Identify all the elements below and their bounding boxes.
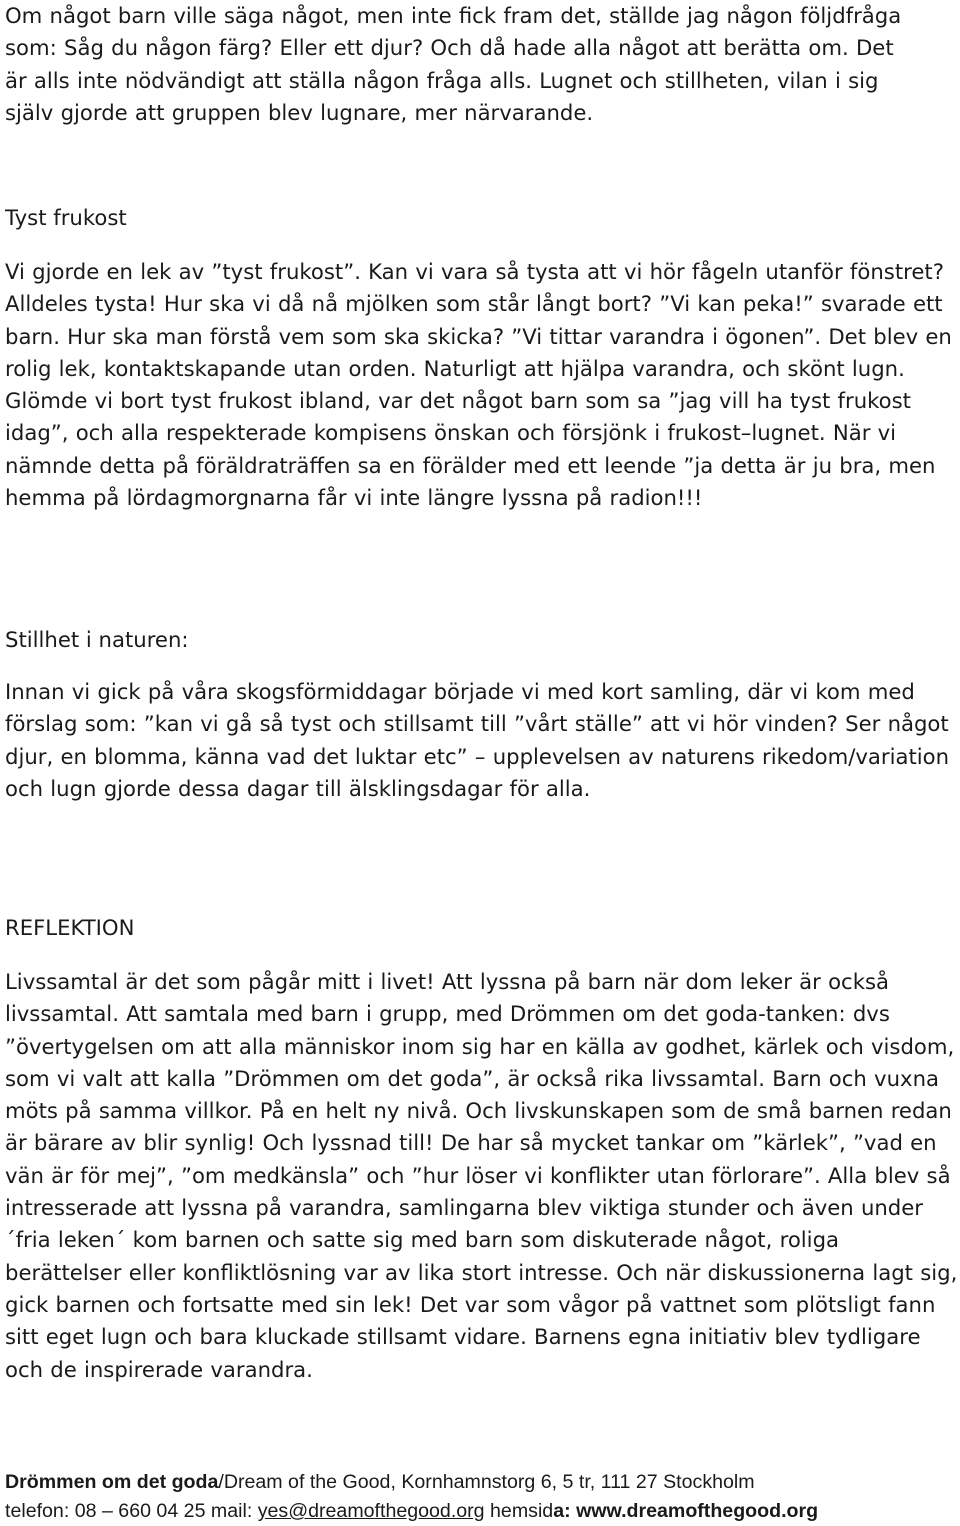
section-body-tyst-frukost: Vi gjorde en lek av ”tyst frukost”. Kan vi vara så tysta att vi hör fågeln utanför fönstret? Alldeles tysta! Hur ska vi då nå mjölken som står långt bort? ”Vi kan peka!” svarade ett barn. Hur ska man förstå vem som ska skicka? ”Vi tittar varandra i ögonen”. Det blev en rolig lek, kontaktskapande utan orden. Naturligt att hjälpa varandra, och skönt lugn. Glömde vi bort tyst frukost ibland, var det något barn som sa ”jag vill ha tyst frukost idag”, och alla respekterade kompisens önskan och försjönk i frukost–lugnet. När vi nämnde detta på föräldraträffen sa en förälder med ett leende ”ja detta är ju bra, men hemma på lördagmorgnarna får vi inte längre lyssna på radion!!!	[5, 259, 952, 511]
section-heading-tyst-frukost: Tyst frukost	[5, 205, 127, 230]
footer-contact-line	[5, 1497, 957, 1526]
page-footer	[5, 1468, 957, 1526]
footer-phone: telefon: 08 – 660 04 25 mail:	[5, 1500, 258, 1522]
section-heading-reflektion: REFLEKTION	[5, 915, 135, 940]
footer-email-link[interactable]: yes@dreamofthegood.org	[257, 1500, 485, 1522]
section-body-reflektion: Livssamtal är det som pågår mitt i livet! Att lyssna på barn när dom leker är också livssamtal. Att samtala med barn i grupp, med Drömmen om det goda-tanken: dvs ”övertygelsen om att alla människor inom sig har en källa av godhet, kärlek och visdom, som vi valt att kalla ”Drömmen om det goda”, är också rika livssamtal. Barn och vuxna möts på samma villkor. På en helt ny nivå. Och livskunskapen som de små barnen redan är bärare av blir synlig! Och lyssnad till! De har så mycket tankar om ”kärlek”, ”vad en vän är för mej”, ”om medkänsla” och ”hur löser vi konflikter utan förlorare”. Alla blev så intresserade att lyssna på varandra, samlingarna blev viktiga stunder och även under ´fria leken´ kom barnen och satte sig med barn som diskuterade något, roliga berättelser eller konfliktlösning var av lika stort intresse. Och när diskussionerna lagt sig, gick barnen och fortsatte med sin lek! Det var som vågor på vattnet som plötsligt fann sitt eget lugn och bara kluckade stillsamt vidare. Barnens egna initiativ blev tydligare och de inspirerade varandra.	[5, 969, 958, 1382]
footer-org-name: Drömmen om det goda	[5, 1471, 219, 1493]
footer-address-line	[5, 1468, 957, 1497]
footer-address: /Dream of the Good, Kornhamnstorg 6, 5 tr, 111 27 Stockholm	[218, 1471, 755, 1493]
footer-web-prefix: hemsid	[484, 1500, 554, 1522]
footer-website: a: www.dreamofthegood.org	[553, 1500, 819, 1522]
intro-paragraph: Om något barn ville säga något, men inte fick fram det, ställde jag någon följdfråga som: Såg du någon färg? Eller ett djur? Och då hade alla något att berätta om. Det är alls inte nödvändigt att ställa någon fråga alls. Lugnet och stillheten, vilan i sig själv gjorde att gruppen blev lugnare, mer närvarande.	[5, 3, 902, 125]
section-body-stillhet-i-naturen: Innan vi gick på våra skogsförmiddagar började vi med kort samling, där vi kom med förslag som: ”kan vi gå så tyst och stillsamt till ”vårt ställe” att vi hör vinden? Ser något djur, en blomma, känna vad det luktar etc” – upplevelsen av naturens rikedom/variation och lugn gjorde dessa dagar till älsklingsdagar för alla.	[5, 679, 950, 801]
section-heading-stillhet-i-naturen: Stillhet i naturen:	[5, 627, 189, 652]
